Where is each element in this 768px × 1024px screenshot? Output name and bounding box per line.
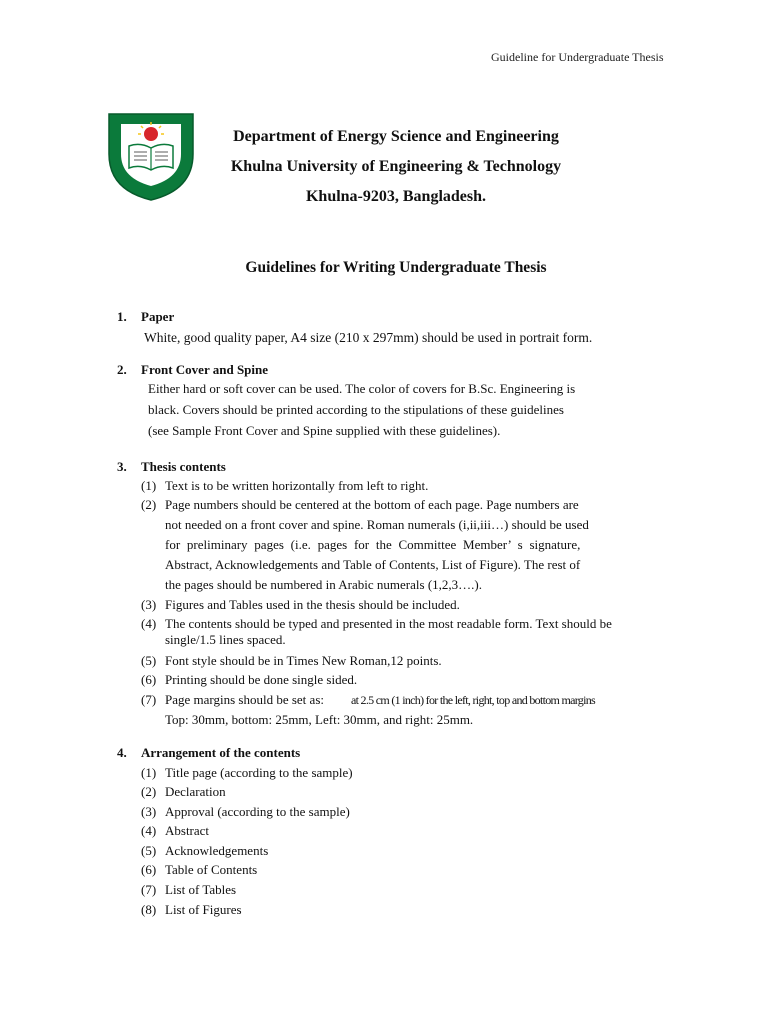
- section-paragraph: Either hard or soft cover can be used. The color of covers for B.Sc. Engineering is: [148, 381, 576, 396]
- section-paragraph: White, good quality paper, A4 size (210 x 297mm) should be used in portrait form.: [144, 330, 593, 345]
- university-name: Khulna University of Engineering & Technology: [230, 158, 562, 175]
- section-heading-front-cover: Front Cover and Spine: [141, 362, 269, 377]
- list-item-text: the pages should be numbered in Arabic numerals (1,2,3….).: [165, 577, 482, 592]
- list-item-text: not needed on a front cover and spine. Roman numerals (i,ii,iii…) should be used: [165, 517, 589, 532]
- list-item-text: for preliminary pages (i.e. pages for the Committee Member’ s signature,: [165, 537, 581, 552]
- list-item-text: The contents should be typed and presented in the most readable form. Text should be: [165, 616, 612, 631]
- section-heading-thesis-contents: Thesis contents: [141, 459, 226, 474]
- list-item-text: Top: 30mm, bottom: 25mm, Left: 30mm, and right: 25mm.: [165, 712, 474, 727]
- list-item-text: Printing should be done single sided.: [165, 672, 358, 687]
- list-item-number: (5): [141, 843, 157, 858]
- list-item-number: (4): [141, 616, 157, 631]
- list-item-number: (5): [141, 653, 157, 668]
- section-number: 2.: [117, 362, 127, 377]
- section-number: 1.: [117, 309, 127, 324]
- section-paragraph: (see Sample Front Cover and Spine supplied with these guidelines).: [148, 423, 501, 438]
- list-item-text: Approval (according to the sample): [165, 804, 350, 819]
- section-number: 4.: [117, 745, 127, 760]
- list-item-number: (8): [141, 902, 157, 917]
- list-item-text: Table of Contents: [165, 862, 258, 877]
- list-item-text: Acknowledgements: [165, 843, 269, 858]
- list-item-number: (2): [141, 784, 157, 799]
- university-logo: [107, 110, 195, 202]
- department-name: Department of Energy Science and Engineering: [233, 128, 559, 145]
- list-item-number: (7): [141, 692, 157, 707]
- list-item-text: Page margins should be set as:: [165, 692, 324, 707]
- list-item-text: at 2.5 cm (1 inch) for the left, right, top and bottom margins: [351, 693, 595, 707]
- section-number: 3.: [117, 459, 127, 474]
- section-heading-paper: Paper: [141, 309, 175, 324]
- list-item-number: (3): [141, 804, 157, 819]
- list-item-text: Title page (according to the sample): [165, 765, 353, 780]
- list-item-number: (2): [141, 497, 157, 512]
- list-item-text: single/1.5 lines spaced.: [165, 632, 286, 647]
- list-item-text: List of Figures: [165, 902, 242, 917]
- list-item-number: (6): [141, 862, 157, 877]
- list-item-text: Text is to be written horizontally from left to right.: [165, 478, 429, 493]
- list-item-number: (4): [141, 823, 157, 838]
- list-item-text: Font style should be in Times New Roman,12 points.: [165, 653, 442, 668]
- list-item-text: Abstract, Acknowledgements and Table of Contents, List of Figure). The rest of: [165, 557, 581, 572]
- list-item-number: (6): [141, 672, 157, 687]
- list-item-text: Page numbers should be centered at the bottom of each page. Page numbers are: [165, 497, 579, 512]
- list-item-text: List of Tables: [165, 882, 237, 897]
- section-heading-arrangement: Arrangement of the contents: [141, 745, 301, 760]
- list-item-text: Abstract: [165, 823, 210, 838]
- document-title: Guidelines for Writing Undergraduate Thesis: [245, 259, 547, 276]
- list-item-number: (1): [141, 478, 157, 493]
- university-address: Khulna-9203, Bangladesh.: [305, 188, 487, 205]
- running-header: Guideline for Undergraduate Thesis: [491, 50, 664, 64]
- list-item-text: Declaration: [165, 784, 226, 799]
- list-item-number: (7): [141, 882, 157, 897]
- list-item-text: Figures and Tables used in the thesis should be included.: [165, 597, 460, 612]
- list-item-number: (1): [141, 765, 157, 780]
- list-item-number: (3): [141, 597, 157, 612]
- section-paragraph: black. Covers should be printed according to the stipulations of these guidelines: [148, 402, 564, 417]
